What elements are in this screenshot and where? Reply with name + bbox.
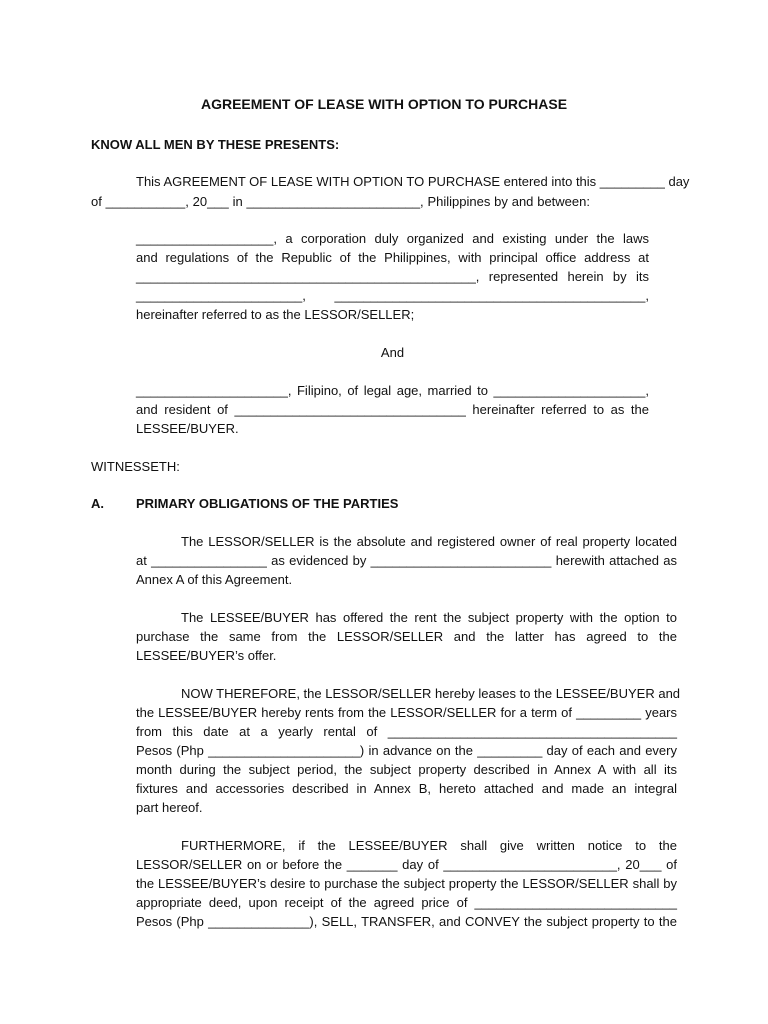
section-number: A. bbox=[91, 496, 104, 511]
para3-line-3: from this date at a yearly rental of ________________________________________ bbox=[136, 724, 677, 739]
para3-line-6: fixtures and accessories described in Annex B, hereto attached and made an integral bbox=[136, 781, 677, 796]
para4-line-3: the LESSEE/BUYER’s desire to purchase the subject property the LESSOR/SELLER shall by bbox=[136, 876, 677, 891]
lessee-line-2: and resident of ________________________________ hereinafter referred to as the bbox=[136, 402, 649, 417]
intro-line-2: of ___________, 20___ in ________________________, Philippines by and between: bbox=[91, 194, 590, 209]
para2-line-3: LESSEE/BUYER’s offer. bbox=[136, 648, 277, 663]
para4-line-5: Pesos (Php ______________), SELL, TRANSFER, and CONVEY the subject property to the bbox=[136, 914, 677, 929]
para1-line-3: Annex A of this Agreement. bbox=[136, 572, 293, 587]
witnesseth-heading: WITNESSETH: bbox=[91, 459, 180, 474]
section-heading: PRIMARY OBLIGATIONS OF THE PARTIES bbox=[136, 496, 399, 511]
lessee-line-1: _____________________, Filipino, of legal age, married to _____________________, bbox=[136, 383, 649, 398]
para3-line-1: NOW THEREFORE, the LESSOR/SELLER hereby leases to the LESSEE/BUYER and bbox=[181, 686, 681, 701]
intro-line-1: This AGREEMENT OF LEASE WITH OPTION TO PURCHASE entered into this _________ day bbox=[136, 174, 690, 189]
document-title: AGREEMENT OF LEASE WITH OPTION TO PURCHASE bbox=[200, 96, 568, 112]
para1-line-1: The LESSOR/SELLER is the absolute and registered owner of real property located bbox=[181, 534, 677, 549]
para2-line-2: purchase the same from the LESSOR/SELLER and the latter has agreed to the bbox=[136, 629, 677, 644]
para4-line-2: LESSOR/SELLER on or before the _______ day of ________________________, 20___ of bbox=[136, 857, 677, 872]
opening-line: KNOW ALL MEN BY THESE PRESENTS: bbox=[91, 137, 340, 152]
para3-line-4: Pesos (Php _____________________) in advance on the _________ day of each and every bbox=[136, 743, 677, 758]
lessee-line-3: LESSEE/BUYER. bbox=[136, 421, 239, 436]
para2-line-1: The LESSEE/BUYER has offered the rent the subject property with the option to bbox=[181, 610, 677, 625]
lessor-line-3: _______________________________________________, represented herein by its bbox=[136, 269, 649, 284]
para4-line-1: FURTHERMORE, if the LESSEE/BUYER shall give written notice to the bbox=[181, 838, 677, 853]
para4-line-4: appropriate deed, upon receipt of the agreed price of ____________________________ bbox=[136, 895, 677, 910]
lessor-line-4: _______________________, ___________________________________________, bbox=[136, 288, 649, 303]
lessor-line-1: ___________________, a corporation duly organized and existing under the laws bbox=[136, 231, 649, 246]
lessor-line-5: hereinafter referred to as the LESSOR/SELLER; bbox=[136, 307, 415, 322]
para1-line-2: at ________________ as evidenced by _________________________ herewith attached as bbox=[136, 553, 677, 568]
para3-line-5: month during the subject period, the subject property described in Annex A with all its bbox=[136, 762, 677, 777]
para3-line-7: part hereof. bbox=[136, 800, 203, 815]
para3-line-2: the LESSEE/BUYER hereby rents from the LESSOR/SELLER for a term of _________ years bbox=[136, 705, 677, 720]
lessor-line-2: and regulations of the Republic of the Philippines, with principal office address at bbox=[136, 250, 649, 265]
and-separator: And bbox=[380, 345, 405, 360]
